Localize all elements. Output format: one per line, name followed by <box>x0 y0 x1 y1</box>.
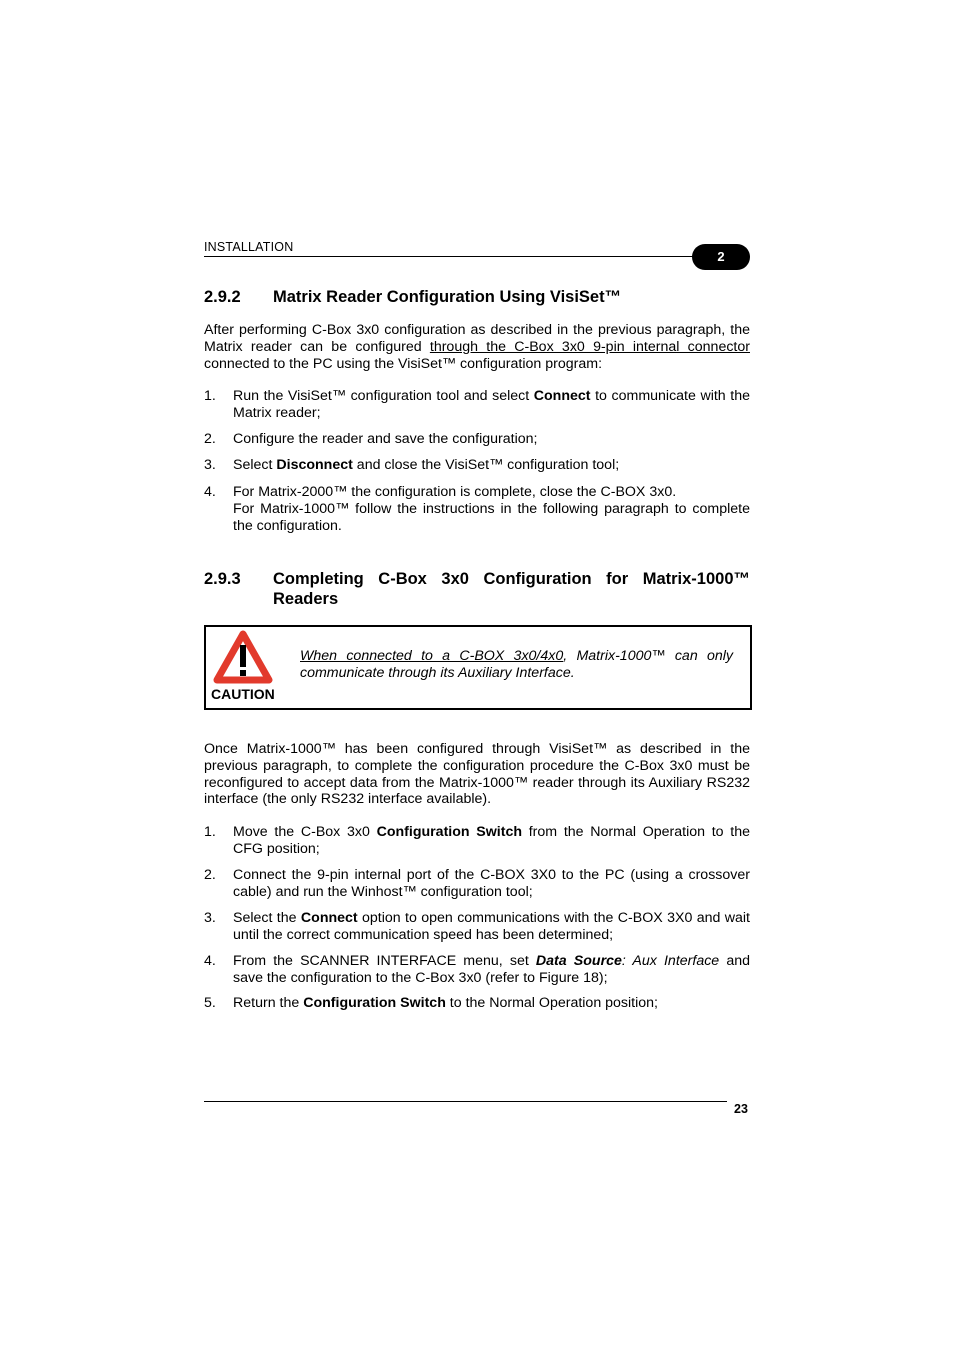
caution-label: CAUTION <box>211 686 275 702</box>
caution-link-text: When connected to a C-BOX 3x0/4x0 <box>300 648 564 664</box>
text-run: Configure the reader and save the configuration; <box>233 431 538 447</box>
text-run: and close the VisiSet™ configuration tool; <box>352 457 620 473</box>
list-text <box>233 431 750 448</box>
list-text <box>233 388 750 422</box>
section-heading-2-9-3 <box>204 569 750 609</box>
text-run: Select <box>233 457 277 473</box>
list-text <box>233 824 750 858</box>
list-item <box>204 457 750 474</box>
bold-italic-term: Data Source <box>535 953 622 969</box>
section-number: 2.9.2 <box>204 288 241 306</box>
chapter-badge: 2 <box>692 244 750 270</box>
list-number: 2. <box>204 867 216 883</box>
list-text <box>233 995 750 1012</box>
section-heading-2-9-2 <box>204 287 750 307</box>
header-rule <box>204 256 734 257</box>
list-item <box>204 953 750 987</box>
list-item <box>204 484 750 535</box>
caution-text <box>300 648 733 682</box>
bold-term: Configuration Switch <box>376 824 523 840</box>
list-item <box>204 431 750 448</box>
section-title: Completing C-Box 3x0 Configuration for Matrix-1000™ Readers <box>273 570 750 608</box>
text-run: After performing C-Box 3x0 configuration as described in the previous paragraph, the Matrix reader can be configured <box>204 322 750 355</box>
text-run: to communicate with the Matrix reader; <box>233 388 750 421</box>
text-run: Run the VisiSet™ configuration tool and select <box>233 388 534 404</box>
intro-paragraph <box>204 322 750 372</box>
list-item <box>204 867 750 901</box>
text-run: Connect the 9-pin internal port of the C-BOX 3X0 to the PC (using a crossover cable) and run the Winhost™ configuration tool; <box>233 867 750 900</box>
list-number: 3. <box>204 457 216 473</box>
text-run: For Matrix-1000™ follow the instructions in the following paragraph to complete the configuration. <box>233 500 750 534</box>
section-title: Matrix Reader Configuration Using VisiSet™ <box>273 288 622 306</box>
connector-reference: through the C-Box 3x0 9-pin internal connector <box>429 338 750 355</box>
bold-term: Connect <box>533 388 591 404</box>
text-run: For Matrix-2000™ the configuration is complete, close the C-BOX 3x0. <box>233 484 677 500</box>
body-paragraph: Once Matrix-1000™ has been configured through VisiSet™ as described in the previous paragraph, to complete the configuration procedure the C-Box 3x0 must be reconfigured to accept data from the Matrix-1000™ reader through its Auxiliary RS232 interface (the only RS232 interface available). <box>204 741 750 808</box>
text-run: from the Normal Operation to the CFG position; <box>233 824 750 857</box>
text-run: From the SCANNER INTERFACE menu, set <box>233 953 536 969</box>
section-number: 2.9.3 <box>204 570 241 588</box>
page-number: 23 <box>734 1102 748 1116</box>
footer-rule <box>204 1101 727 1102</box>
text-run: to the Normal Operation position; <box>445 995 658 1011</box>
list-text <box>233 910 750 944</box>
text-run: Select the <box>233 910 301 926</box>
text-run: option to open communications with the C-BOX 3X0 and wait until the correct communication speed has been determined; <box>233 910 750 943</box>
list-number: 2. <box>204 431 216 447</box>
list-text <box>233 457 750 474</box>
bold-term: Disconnect <box>276 457 353 473</box>
list-number: 1. <box>204 388 216 404</box>
bold-term: Connect <box>300 910 358 926</box>
list-item <box>204 824 750 858</box>
list-item <box>204 388 750 422</box>
list-text <box>233 484 750 534</box>
list-item <box>204 910 750 944</box>
list-text <box>233 867 750 901</box>
list-number: 4. <box>204 484 216 500</box>
text-run: Return the <box>233 995 304 1011</box>
italic-term: : Aux Interface <box>621 953 720 969</box>
bold-term: Configuration Switch <box>303 995 446 1011</box>
text-run: and save the configuration to the C-Box 3x0 (refer to Figure 18); <box>233 953 750 986</box>
warning-icon <box>213 630 273 684</box>
text-run: , Matrix-1000™ can only communicate through its Auxiliary Interface. <box>300 648 734 681</box>
list-text <box>233 953 750 987</box>
text-run: connected to the PC using the VisiSet™ configuration program: <box>204 355 603 372</box>
list-number: 5. <box>204 995 216 1011</box>
list-item <box>204 995 750 1012</box>
list-number: 3. <box>204 910 216 926</box>
list-number: 4. <box>204 953 216 969</box>
list-number: 1. <box>204 824 216 840</box>
text-run: Move the C-Box 3x0 <box>233 824 377 840</box>
running-header: INSTALLATION <box>204 240 294 254</box>
